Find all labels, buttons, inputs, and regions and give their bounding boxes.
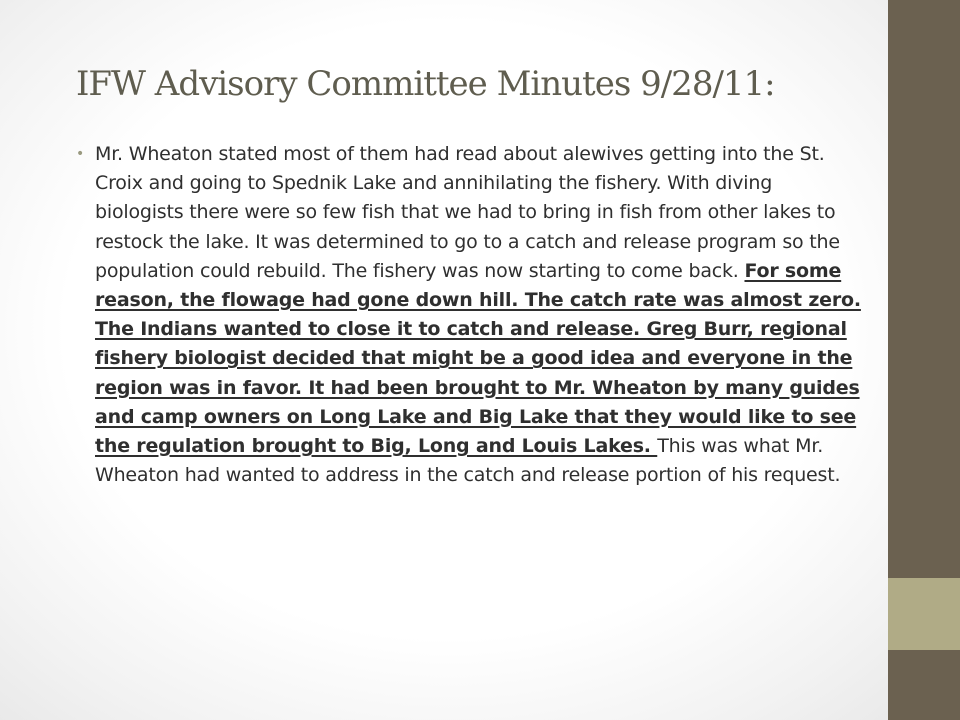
paragraph-emphasized: For some reason, the flowage had gone down hill. The catch rate was almost zero. The Indians wanted to close it to catch and release. Greg Burr, regional fishery biologist decided that might be a good idea and everyone in the region was in favor. It had been brought to Mr. Wheaton by many guides and camp owners on Long Lake and Big Lake that they would like to see the regulation brought to Big, Long and Louis Lakes.	[95, 259, 861, 458]
bullet-icon: •	[76, 146, 85, 162]
bullet-item	[76, 140, 862, 490]
slide-title: IFW Advisory Committee Minutes 9/28/11:	[76, 64, 775, 104]
paragraph-intro: Mr. Wheaton stated most of them had read about alewives getting into the St. Croix and going to Spednik Lake and annihilating the fishery. With diving biologists there were so few fish that we had to bring in fish from other lakes to restock the lake. It was determined to go to a catch and release program so the population could rebuild. The fishery was now starting to come back.	[95, 143, 840, 282]
bullet-list	[76, 140, 862, 490]
paragraph-closing: This was what Mr. Wheaton had wanted to address in the catch and release portion of his request.	[95, 435, 841, 487]
decorative-accent-block	[888, 578, 960, 650]
